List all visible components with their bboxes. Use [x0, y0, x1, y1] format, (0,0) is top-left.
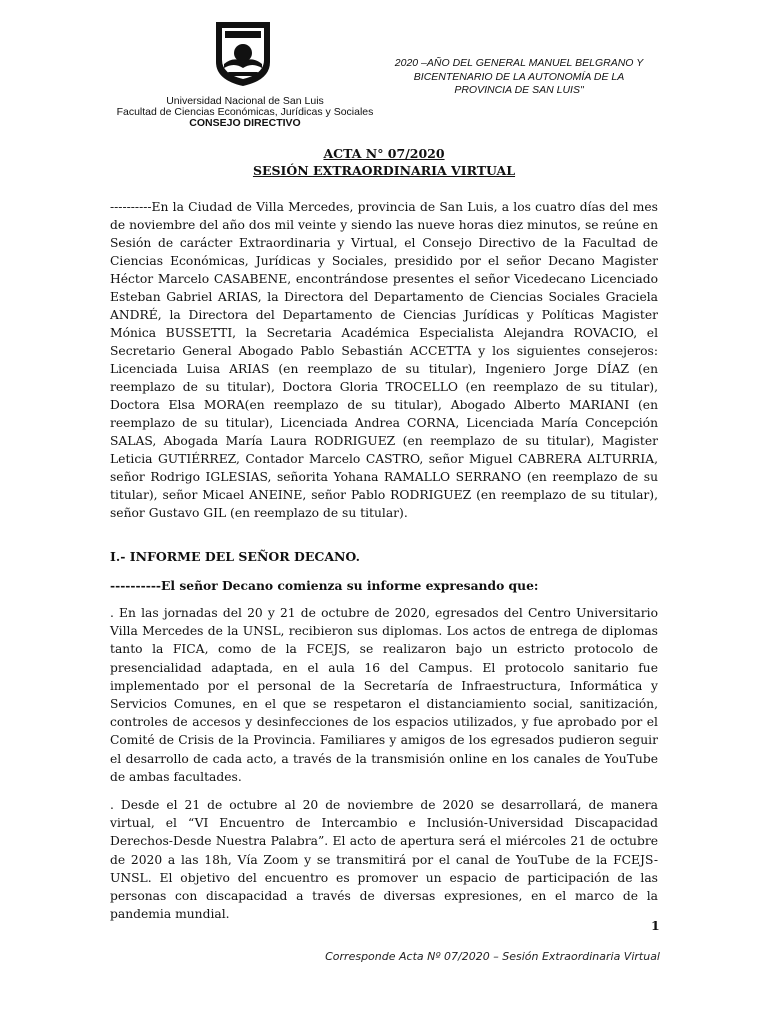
report-paragraph: . Desde el 21 de octubre al 20 de noviembre de 2020 se desarrollará, de manera virtual, el “VI Encuentro de Intercambio e Inclusión-Universidad Discapacidad Derechos-Desde Nuestra Palabra”. El acto de apertura será el miércoles 21 de octubre de 2020 a las 18h, Vía Zoom y se transmitirá por el canal de YouTube de la FCEJS-UNSL. El objetivo del encuentro es promover un espacio de participación de las personas con discapacidad a través de diversas expresiones, en el marco de la pandemia mundial.: [110, 798, 658, 922]
report-paragraph: . En las jornadas del 20 y 21 de octubre de 2020, egresados del Centro Universitario Villa Mercedes de la UNSL, recibieron sus diplomas. Los actos de entrega de diplomas tanto la FICA, como de la FCEJS, se realizaron bajo un estricto protocolo de presencialidad adaptada, en el aula 16 del Campus. El protocolo sanitario fue implementado por el personal de la Secretaría de Infraestructura, Informática y Servicios Comunes, en el que se respetaron el distanciamiento social, sanitización, controles de accesos y desinfecciones de los espacios utilizados, y fue aprobado por el Comité de Crisis de la Provincia. Familiares y amigos de los egresados pudieron seguir el desarrollo de cada acto, a través de la transmisión online en los canales de YouTube de ambas facultades.: [110, 606, 658, 784]
section-heading: I.- INFORME DEL SEÑOR DECANO.: [110, 549, 360, 564]
motto-line: PROVINCIA DE SAN LUIS": [454, 84, 584, 96]
page-number: 1: [651, 918, 660, 933]
university-seal-icon: [212, 20, 274, 88]
document-title: ACTA N° 07/2020: [323, 146, 445, 161]
section-lead: ----------El señor Decano comienza su informe expresando que:: [110, 578, 539, 593]
document-subtitle: SESIÓN EXTRAORDINARIA VIRTUAL: [252, 163, 516, 178]
year-motto: [378, 57, 660, 98]
faculty-name: Facultad de Ciencias Económicas, Jurídicas y Sociales: [116, 106, 374, 118]
institution-name: Universidad Nacional de San Luis: [166, 95, 324, 107]
intro-paragraph: ----------En la Ciudad de Villa Mercedes, provincia de San Luis, a los cuatro días del mes de noviembre del año dos mil veinte y siendo las nueve horas diez minutos, se reúne en Sesión de carácter Extraordinaria y Virtual, el Consejo Directivo de la Facultad de Ciencias Económicas, Jurídicas y Sociales, presidido por el señor Decano Magister Héctor Marcelo CASABENE, encontrándose presentes el señor Vicedecano Licenciado Esteban Gabriel ARIAS, la Directora del Departamento de Ciencias Sociales Graciela ANDRÉ, la Directora del Departamento de Ciencias Jurídicas y Políticas Magister Mónica BUSSETTI, la Secretaria Académica Especialista Alejandra ROVACIO, el Secretario General Abogado Pablo Sebastián ACCETTA y los siguientes consejeros: Licenciada Luisa ARIAS (en reemplazo de su titular), Ingeniero Jorge DÍAZ (en reemplazo de su titular), Doctora Gloria TROCELLO (en reemplazo de su titular), Doctora Elsa MORA(en reemplazo de su titular), Abogado Alberto MARIANI (en reemplazo de su titular), Licenciada Andrea CORNA, Licenciada María Concepción SALAS, Abogada María Laura RODRIGUEZ (en reemplazo de su titular), Magister Leticia GUTIÉRREZ, Contador Marcelo CASTRO, señor Miguel CABRERA ALTURRIA, señor Rodrigo IGLESIAS, señorita Yohana RAMALLO SERRANO (en reemplazo de su titular), señor Micael ANEINE, señor Pablo RODRIGUEZ (en reemplazo de su titular), señor Gustavo GIL (en reemplazo de su titular).: [110, 200, 658, 520]
institution-block: [110, 96, 380, 129]
council-name: CONSEJO DIRECTIVO: [189, 117, 301, 129]
motto-line: 2020 –AÑO DEL GENERAL MANUEL BELGRANO Y: [394, 57, 644, 69]
footer-note: Corresponde Acta Nº 07/2020 – Sesión Extraordinaria Virtual: [325, 950, 660, 963]
motto-line: BICENTENARIO DE LA AUTONOMÍA DE LA: [413, 70, 625, 83]
